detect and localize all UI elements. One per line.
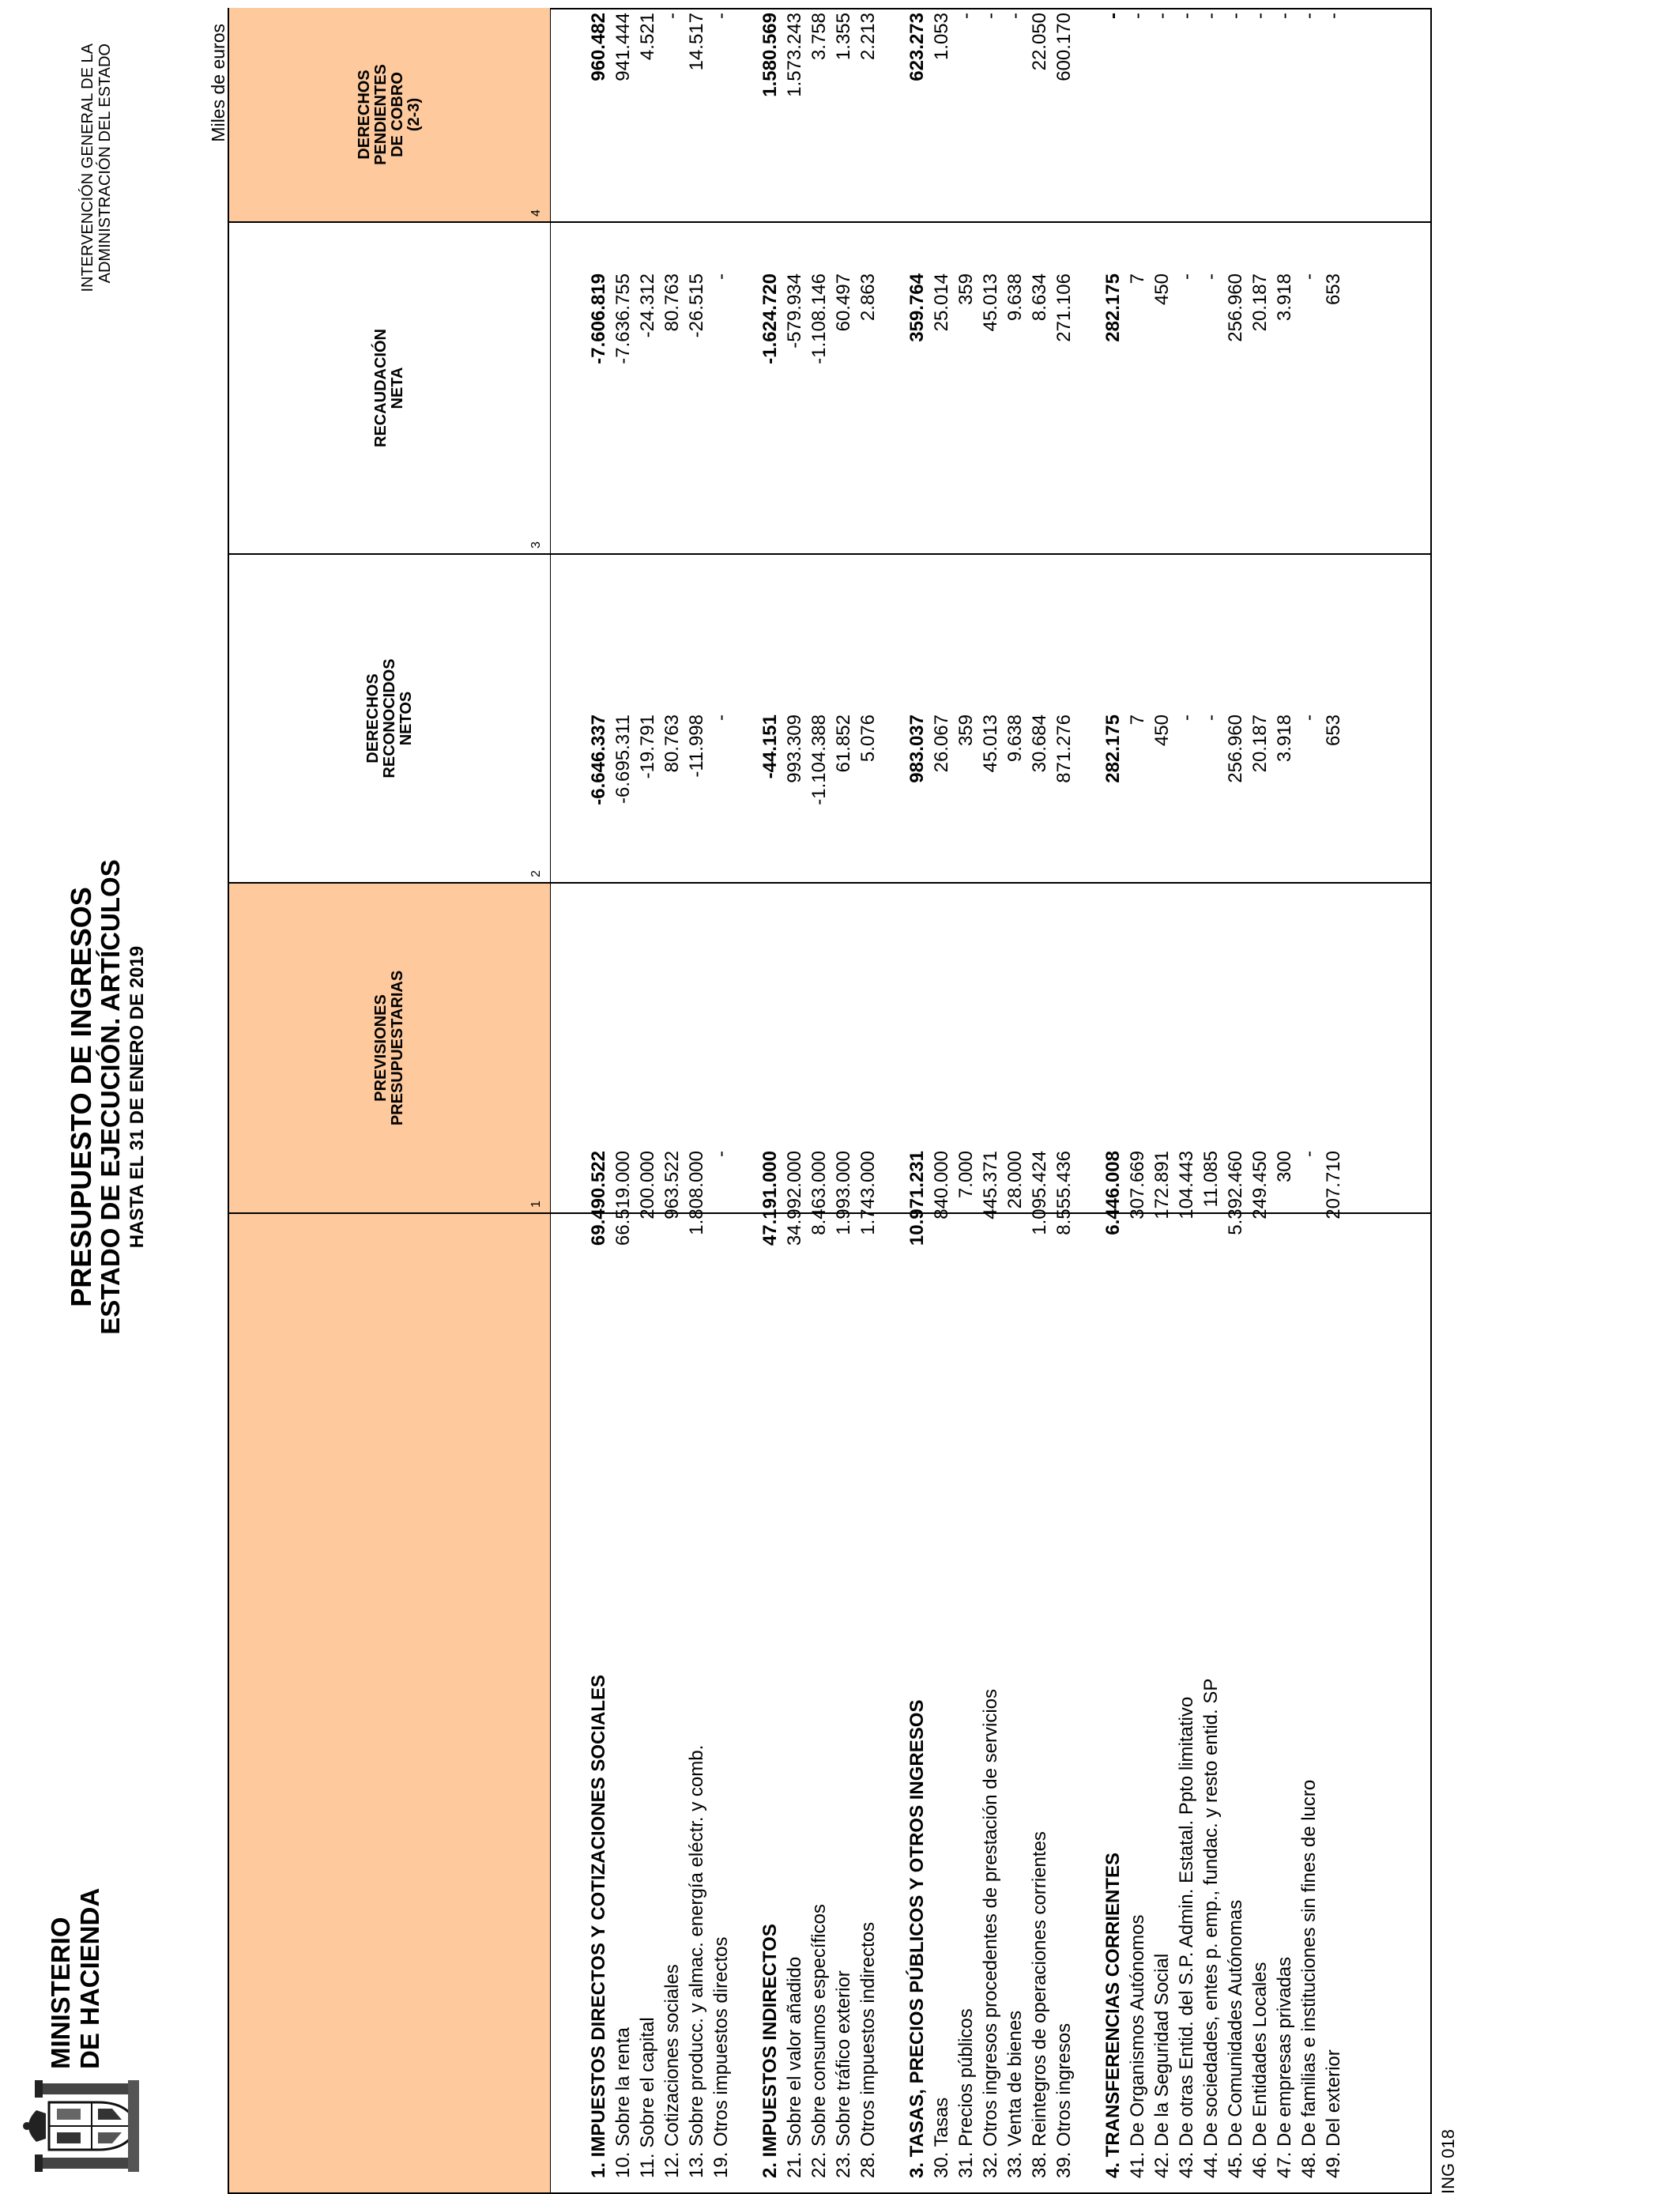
table-row [831,9,856,2192]
table-row [733,9,782,2192]
row-value: 282.175 [1102,273,1124,342]
row-value: 66.519.000 [612,1151,634,1246]
column-header-pendientes [229,8,550,221]
row-value: 45.013 [980,273,1001,332]
row-value: - [1323,13,1344,19]
row-value: 993.309 [784,714,805,783]
table-row [856,9,880,2192]
row-label: 41. De Organismos Autónomos [1127,1914,1148,2178]
column-header-line: PRESUPUESTARIAS [389,970,406,1126]
row-value: - [1200,13,1222,19]
table-row [611,9,635,2192]
row-value: 359.764 [906,273,928,342]
column-header-previsiones [229,884,550,1212]
table-row [586,9,611,2192]
row-content [611,9,635,2192]
budget-table [228,8,1432,2194]
table-row [1174,9,1199,2192]
row-label: 23. Sobre tráfico exterior [833,1970,854,2178]
row-value: 1.355 [833,13,854,61]
row-value: - [1249,13,1271,19]
row-value: 28.000 [1004,1151,1026,1209]
row-value: 1.053 [931,13,952,61]
row-value: -7.636.755 [612,273,634,364]
row-label: 44. De sociedades, entes p. emp., fundac. y resto entid. SP [1200,1678,1222,2178]
row-value: 22.050 [1029,13,1050,71]
row-label: 49. Del exterior [1323,2049,1344,2178]
table-row [709,9,733,2192]
row-value: 249.450 [1249,1151,1271,1220]
row-value: 282.175 [1102,714,1124,783]
column-number: 4 [529,209,543,217]
row-value: 20.187 [1249,273,1271,332]
row-value: 47.191.000 [759,1151,781,1246]
row-value: - [710,273,732,280]
row-label: 32. Otros ingresos procedentes de prestación de servicios [980,1689,1001,2178]
row-value: - [1298,273,1320,280]
row-value: 45.013 [980,714,1001,773]
row-content [782,9,807,2192]
row-content [1321,9,1346,2192]
row-value: - [1225,13,1246,19]
row-value: 871.276 [1053,714,1075,783]
row-content [586,9,611,2192]
row-value: - [955,13,977,19]
row-content [1297,9,1321,2192]
row-value: 1.743.000 [857,1151,879,1235]
row-value: 60.497 [833,273,854,332]
column-header-line: NETA [389,367,406,409]
column-header-recaudacion [229,223,550,553]
row-value: 4.521 [637,13,658,61]
row-value: 450 [1151,273,1173,306]
row-label: 33. Venta de bienes [1004,2010,1026,2178]
row-value: 445.371 [980,1151,1001,1220]
row-value: 359 [955,273,977,306]
row-value: 300 [1274,1151,1295,1183]
row-content [1052,9,1076,2192]
row-value: - [1274,13,1295,19]
report-period: HASTA EL 31 DE ENERO DE 2019 [126,945,148,1249]
row-value: 30.684 [1029,714,1050,773]
row-label: 28. Otros impuestos indirectos [857,1921,879,2178]
issuing-office-line-2: ADMINISTRACIÓN DEL ESTADO [96,43,114,284]
row-value: 207.710 [1323,1151,1344,1220]
row-label: 12. Cotizaciones sociales [661,1964,683,2178]
table-row [978,9,1003,2192]
column-number: 1 [529,1201,543,1208]
row-value: 3.918 [1274,714,1295,763]
row-value: - [1176,273,1197,280]
row-label: 47. De empresas privadas [1274,1956,1295,2178]
row-content [684,9,709,2192]
row-content [635,9,660,2192]
column-number: 2 [529,870,543,877]
row-value: 7.000 [955,1151,977,1199]
row-content [1027,9,1052,2192]
row-value: -7.606.819 [588,273,609,364]
table-row [1272,9,1297,2192]
row-content [709,9,733,2192]
row-value: 653 [1323,714,1344,747]
table-row [1150,9,1174,2192]
row-value: - [1151,13,1173,19]
row-label: 45. De Comunidades Autónomas [1225,1899,1246,2178]
column-header-line: DE COBRO [389,72,406,157]
row-value: 10.971.231 [906,1151,928,1246]
row-content [856,9,880,2192]
row-value: 983.037 [906,714,928,783]
header-divider [550,9,551,2192]
row-value: 80.763 [661,273,683,332]
row-content [1150,9,1174,2192]
row-value: - [1004,13,1026,19]
row-value: 2.863 [857,273,879,322]
table-row [1223,9,1248,2192]
row-value: 653 [1323,273,1344,306]
row-value: -1.108.146 [808,273,830,364]
row-value: 80.763 [661,714,683,773]
row-value: - [1176,13,1197,19]
row-value: 7 [1127,714,1148,726]
row-value: - [710,13,732,19]
row-value: - [710,714,732,721]
row-content [1003,9,1027,2192]
column-header-title [229,223,550,553]
row-value: 941.444 [612,13,634,81]
table-row [1125,9,1150,2192]
row-value: - [1200,273,1222,280]
table-row [1052,9,1076,2192]
column-header-derechos-reconocidos [229,555,550,882]
row-value: 1.573.243 [784,13,805,97]
column-header-title [229,884,550,1212]
row-value: - [710,1151,732,1157]
table-body [586,9,1346,2192]
table-row [1199,9,1223,2192]
row-label: 3. TASAS, PRECIOS PÚBLICOS Y OTROS INGRESOS [906,1699,928,2178]
table-row [660,9,684,2192]
row-label: 10. Sobre la renta [612,2027,634,2178]
row-content [1248,9,1272,2192]
row-value: 256.960 [1225,273,1246,342]
row-value: - [1298,714,1320,721]
column-header-line: PREVISIONES [372,994,390,1102]
row-label: 21. Sobre el valor añadido [784,1956,805,2178]
row-label: 31. Precios públicos [955,2008,977,2178]
column-header-line: RECONOCIDOS [380,658,398,778]
row-value: - [980,13,1001,19]
row-content [978,9,1003,2192]
row-value: 5.392.460 [1225,1151,1246,1235]
table-row [880,9,929,2192]
column-header-title [229,555,550,882]
row-value: 963.522 [661,1151,683,1220]
row-label: 42. De la Seguridad Social [1151,1953,1173,2178]
row-content [807,9,831,2192]
report-title-block [66,0,150,2194]
table-row [1027,9,1052,2192]
ministry-line-1: MINISTERIO [46,1917,75,2069]
row-value: 1.808.000 [686,1151,707,1235]
row-value: 600.170 [1053,13,1075,81]
row-value: -19.791 [637,714,658,779]
row-label: 1. IMPUESTOS DIRECTOS Y COTIZACIONES SOCIALES [588,1674,609,2178]
row-label: 46. De Entidades Locales [1249,1962,1271,2178]
row-value: 11.085 [1200,1151,1222,1208]
row-value: 8.634 [1029,273,1050,322]
column-header-title [229,8,550,221]
row-label: 22. Sobre consumos específicos [808,1904,830,2178]
row-value: 5.076 [857,714,879,763]
row-value: - [1298,1151,1320,1157]
row-label: 4. TRANSFERENCIAS CORRIENTES [1102,1852,1124,2178]
row-content [831,9,856,2192]
row-value: - [1176,714,1197,721]
row-content [1101,9,1125,2192]
row-value: 8.555.436 [1053,1151,1075,1235]
row-value: -6.646.337 [588,714,609,805]
row-value: -1.104.388 [808,714,830,805]
row-value: 450 [1151,714,1173,747]
report-subtitle: ESTADO DE EJECUCIÓN. ARTÍCULOS [96,859,125,1335]
column-header-line: RECAUDACIÓN [372,329,390,447]
row-value: 359 [955,714,977,747]
row-label: 43. De otras Entid. del S.P. Admin. Estatal. Ppto limitativo [1176,1696,1197,2178]
table-row [684,9,709,2192]
row-value: - [1102,13,1124,19]
row-content [1174,9,1199,2192]
row-label: 19. Otros impuestos directos [710,1936,732,2178]
row-value: 1.095.424 [1029,1151,1050,1235]
units-label: Miles de euros [208,24,228,142]
row-content [1199,9,1223,2192]
row-value: 200.000 [637,1151,658,1220]
table-row [929,9,954,2192]
row-value: 9.638 [1004,714,1026,763]
row-value: - [1127,13,1148,19]
row-value: 840.000 [931,1151,952,1220]
row-label: 39. Otros ingresos [1053,2022,1075,2178]
row-label: 2. IMPUESTOS INDIRECTOS [759,1924,781,2178]
issuing-office-line-1: INTERVENCIÓN GENERAL DE LA [79,43,96,292]
row-value: -579.934 [784,273,805,349]
ministry-line-2: DE HACIENDA [75,1887,104,2069]
row-value: 3.918 [1274,273,1295,322]
table-row [1321,9,1346,2192]
table-row [1076,9,1125,2192]
table-row [782,9,807,2192]
column-header-line: PENDIENTES [372,64,390,165]
row-label: 30. Tasas [931,2097,952,2178]
row-value: 25.014 [931,273,952,332]
row-value: - [661,13,683,19]
row-value: 271.106 [1053,273,1075,342]
row-label: 48. De familias e instituciones sin fines de lucro [1298,1779,1320,2178]
row-value: -6.695.311 [612,714,634,804]
row-value: -1.624.720 [759,273,781,364]
row-value: 69.490.522 [588,1151,609,1246]
row-value: 7 [1127,273,1148,285]
row-content [1223,9,1248,2192]
row-value: 1.580.569 [759,13,781,97]
form-code: ING 018 [1438,2129,1458,2194]
column-header-line: NETOS [397,691,415,746]
row-content [758,9,782,2192]
row-value: - [1200,714,1222,721]
issuing-office [79,43,114,292]
row-value: -24.312 [637,273,658,338]
table-row [635,9,660,2192]
row-value: 61.852 [833,714,854,773]
column-number: 3 [529,541,543,548]
table-row [807,9,831,2192]
table-row [1003,9,1027,2192]
row-value: -44.151 [759,714,781,779]
column-header-line: DERECHOS [356,70,373,160]
row-value: 14.517 [686,13,707,71]
column-header-line: DERECHOS [363,673,382,763]
row-label: 38. Reintegros de operaciones corrientes [1029,1831,1050,2178]
row-content [905,9,929,2192]
row-label: 13. Sobre producc. y almac. energía eléctr. y comb. [686,1744,707,2178]
row-value: -11.998 [686,714,707,778]
row-value: - [1298,13,1320,19]
row-value: -26.515 [686,273,707,338]
row-content [1272,9,1297,2192]
row-value: 34.992.000 [784,1151,805,1246]
row-value: 2.213 [857,13,879,61]
row-content [1125,9,1150,2192]
table-row [1248,9,1272,2192]
row-content [660,9,684,2192]
row-value: 256.960 [1225,714,1246,783]
row-content [929,9,954,2192]
row-value: 960.482 [588,13,609,81]
row-value: 172.891 [1151,1151,1173,1220]
row-value: 26.067 [931,714,952,773]
table-row [1297,9,1321,2192]
row-value: 6.446.008 [1102,1151,1124,1235]
row-value: 9.638 [1004,273,1026,322]
table-row [954,9,978,2192]
row-label: 11. Sobre el capital [637,2017,658,2178]
report-title: PRESUPUESTO DE INGRESOS [65,887,97,1307]
column-header-line: (2-3) [405,97,423,132]
row-value: 3.758 [808,13,830,61]
row-content [954,9,978,2192]
row-value: 104.443 [1176,1151,1197,1220]
row-value: 8.463.000 [808,1151,830,1235]
row-value: 623.273 [906,13,928,81]
row-value: 307.669 [1127,1151,1148,1220]
row-value: 1.993.000 [833,1151,854,1235]
label-column-header [229,1214,550,2192]
row-value: 20.187 [1249,714,1271,773]
